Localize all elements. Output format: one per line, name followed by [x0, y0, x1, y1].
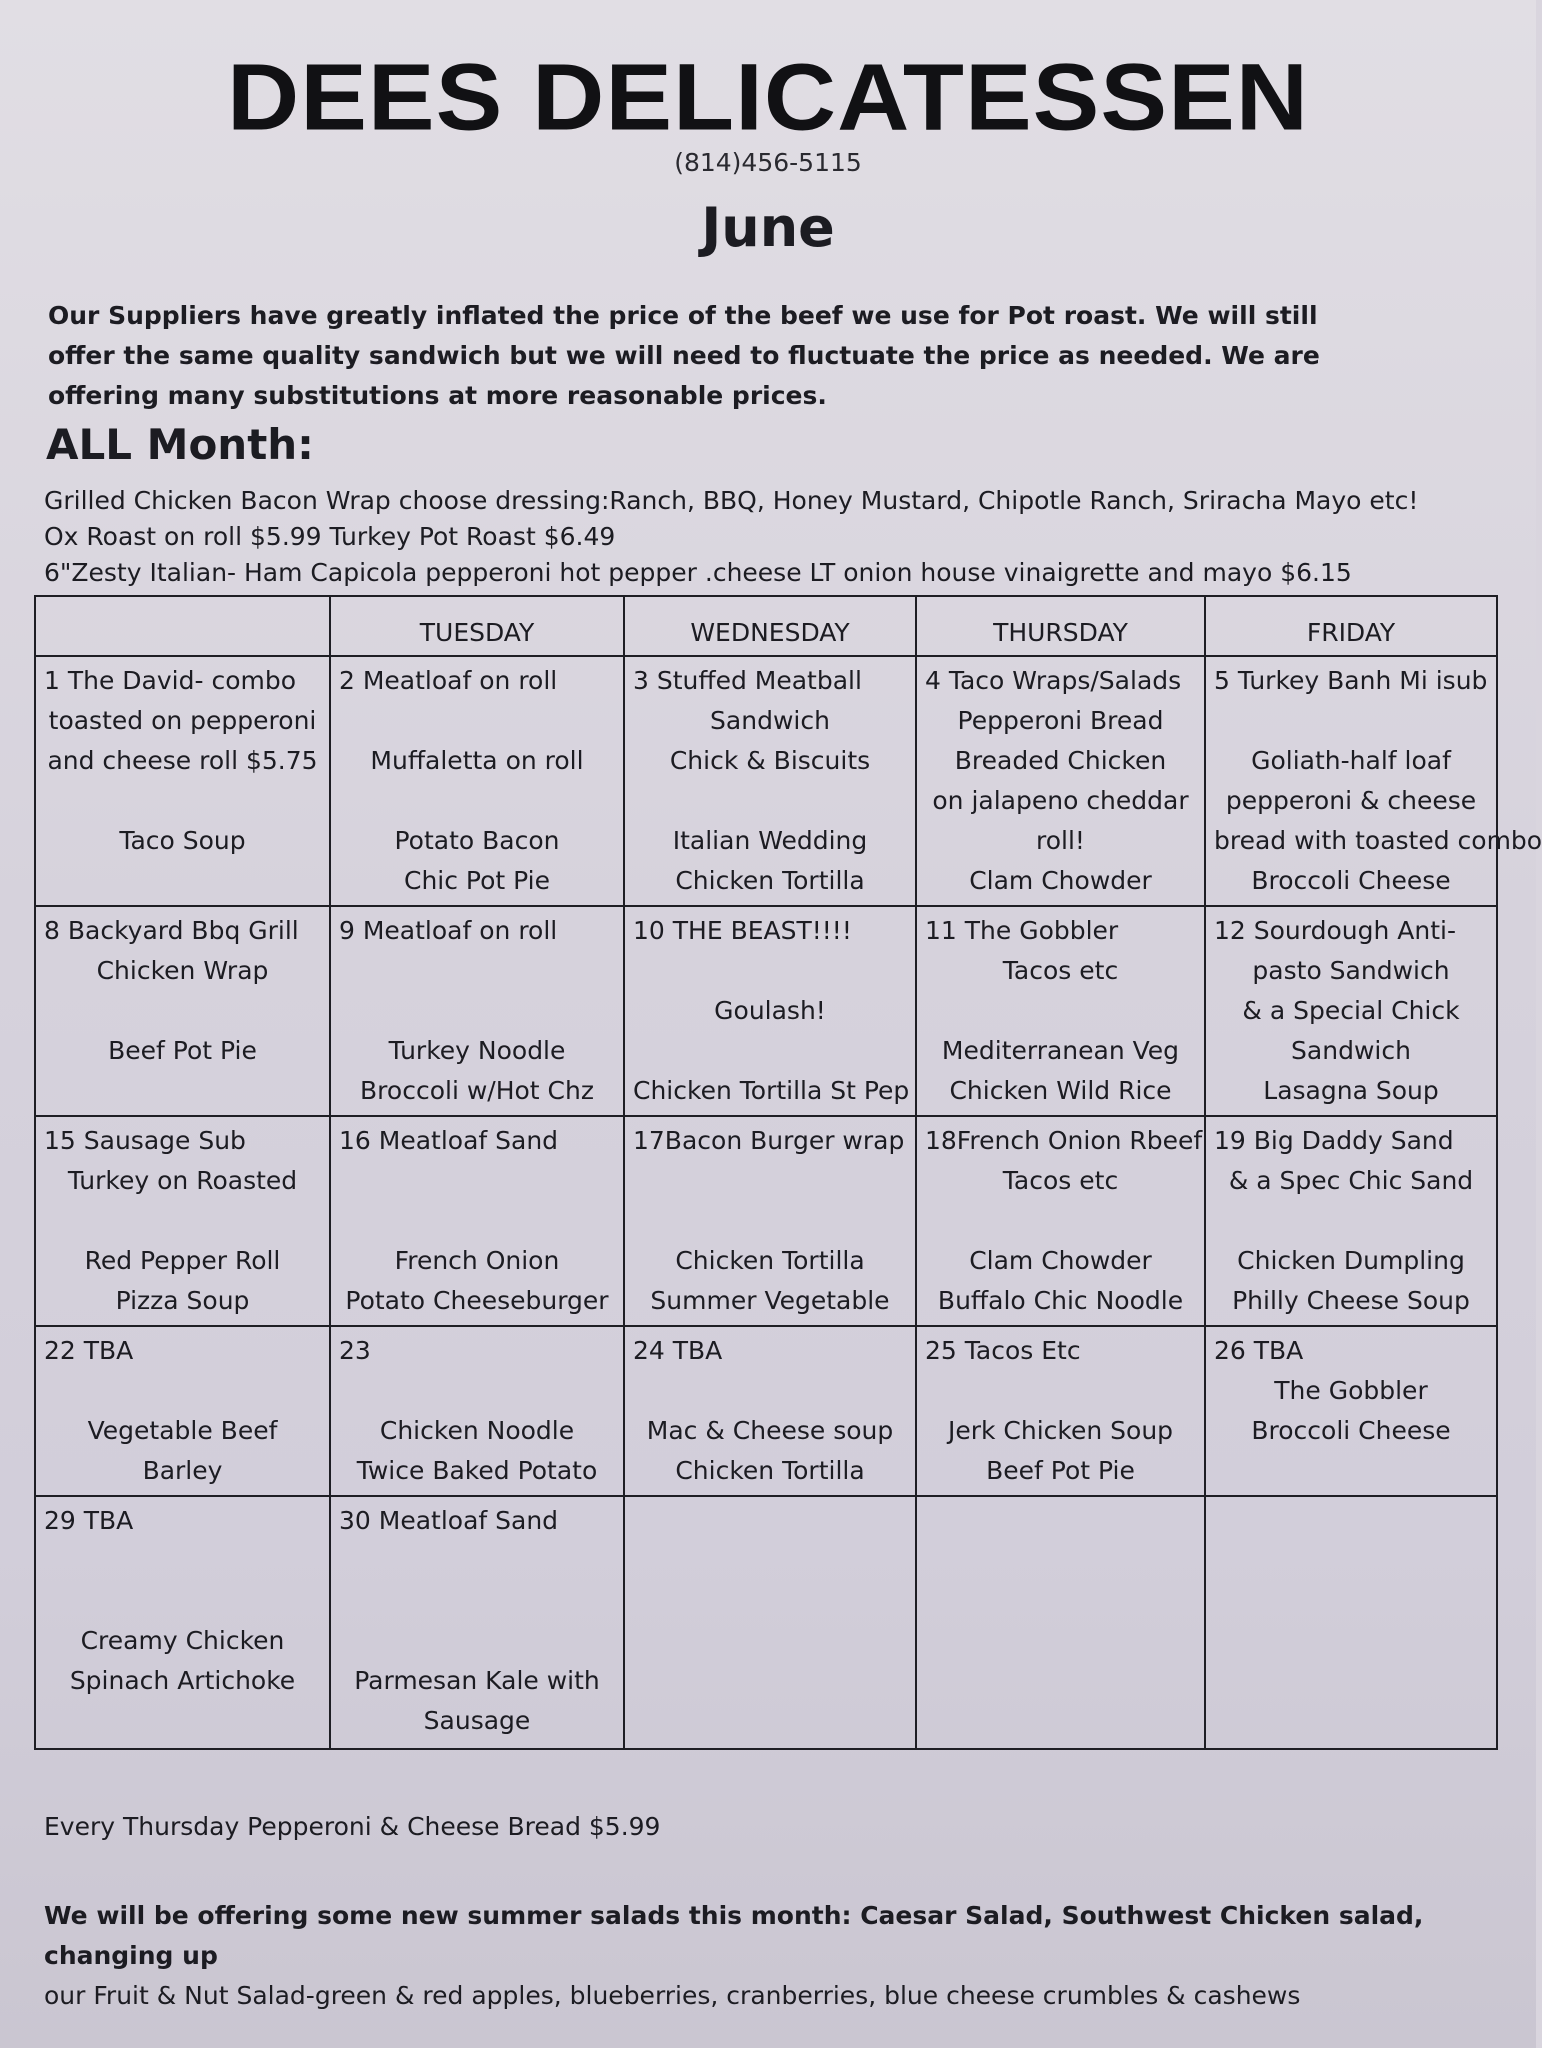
day-content [331, 1497, 623, 1748]
summer-salads-rest: our Fruit & Nut Salad-green & red apples, blueberries, cranberries, blue cheese crumbles & cashews [44, 1981, 1301, 2010]
menu-item [633, 1371, 907, 1411]
day-number-item: 19 Big Daddy Sand [1214, 1126, 1454, 1155]
menu-item: pasto Sandwich [1252, 956, 1450, 985]
menu-item [633, 1201, 907, 1241]
menu-item: on jalapeno cheddar [932, 786, 1189, 815]
menu-item: Broccoli Cheese [1251, 1416, 1451, 1445]
calendar-day-cell [916, 906, 1205, 1116]
menu-item [339, 1621, 615, 1661]
menu-item [1214, 1201, 1488, 1241]
calendar-day-cell [624, 1326, 916, 1496]
menu-item: Chicken Tortilla [675, 1246, 865, 1275]
menu-item: Italian Wedding [672, 826, 868, 855]
menu-item: Potato Cheeseburger [345, 1286, 609, 1315]
calendar-day-cell [1205, 1116, 1497, 1326]
menu-item [339, 781, 615, 821]
menu-item: & a Spec Chic Sand [1228, 1166, 1474, 1195]
all-month-heading: ALL Month: [46, 420, 314, 469]
menu-item: Chick & Biscuits [669, 746, 871, 775]
day-content [917, 1497, 1204, 1748]
day-number-item: 25 Tacos Etc [925, 1336, 1081, 1365]
menu-item [44, 1541, 321, 1581]
calendar-week-row [35, 656, 1497, 906]
day-content [917, 907, 1204, 1115]
menu-item: Tacos etc [1002, 1166, 1119, 1195]
calendar-day-cell [330, 1496, 624, 1749]
day-number-item: 23 [339, 1336, 371, 1365]
menu-item: Barley [142, 1456, 223, 1485]
menu-item: Red Pepper Roll [84, 1246, 281, 1275]
day-content [917, 657, 1204, 905]
menu-item: toasted on pepperoni [48, 706, 317, 735]
calendar-day-cell [916, 1496, 1205, 1749]
menu-item: Broccoli w/Hot Chz [360, 1076, 594, 1105]
menu-item: Clam Chowder [969, 866, 1152, 895]
day-content [625, 907, 915, 1115]
menu-item [339, 991, 615, 1031]
menu-item: Chicken Noodle [379, 1416, 575, 1445]
page-title: DEES DELICATESSEN [227, 43, 1309, 151]
calendar-day-cell [35, 1116, 330, 1326]
day-content [331, 657, 623, 905]
menu-item: Chicken Tortilla [675, 1456, 865, 1485]
menu-item [339, 1161, 615, 1201]
menu-item: Breaded Chicken [954, 746, 1167, 775]
calendar-day-cell [1205, 906, 1497, 1116]
calendar-day-cell [624, 656, 916, 906]
day-number-item: 18French Onion Rbeef [925, 1126, 1203, 1155]
day-number-item: 17Bacon Burger wrap [633, 1126, 905, 1155]
menu-item: Chicken Tortilla [675, 866, 865, 895]
menu-item [633, 951, 907, 991]
calendar-day-cell [1205, 656, 1542, 906]
menu-item: Philly Cheese Soup [1232, 1286, 1470, 1315]
menu-item: & a Special Chick [1242, 996, 1460, 1025]
day-content [36, 1117, 329, 1325]
calendar-day-cell [330, 1326, 624, 1496]
calendar-day-cell [35, 656, 330, 906]
day-content [625, 657, 915, 905]
day-content [1206, 657, 1542, 905]
day-number-item: 9 Meatloaf on roll [339, 916, 558, 945]
day-content [36, 657, 329, 905]
menu-item: Turkey on Roasted [67, 1166, 298, 1195]
day-number-item: 8 Backyard Bbq Grill [44, 916, 299, 945]
calendar-day-cell [35, 1496, 330, 1749]
day-number-item: 24 TBA [633, 1336, 723, 1365]
calendar-day-cell [624, 1116, 916, 1326]
menu-item: Potato Bacon [394, 826, 560, 855]
day-content [36, 1497, 329, 1748]
month-heading: June [701, 196, 835, 259]
day-content [917, 1327, 1204, 1495]
header-thursday: THURSDAY [916, 596, 1205, 656]
day-number-item: 4 Taco Wraps/Salads [925, 666, 1182, 695]
menu-item: roll! [1036, 826, 1085, 855]
menu-item: Chic Pot Pie [403, 866, 551, 895]
day-content [36, 907, 329, 1115]
menu-item [339, 701, 615, 741]
menu-item: Parmesan Kale with [354, 1666, 600, 1695]
menu-item: Sandwich [1291, 1036, 1411, 1065]
menu-calendar [34, 595, 1542, 1750]
calendar-week-row [35, 1496, 1497, 1749]
calendar-day-cell [1205, 1326, 1497, 1496]
day-number-item: 15 Sausage Sub [44, 1126, 246, 1155]
calendar-day-cell [1205, 1496, 1497, 1749]
calendar-week-row [35, 1116, 1497, 1326]
price-notice: Our Suppliers have greatly inflated the price of the beef we use for Pot roast. We will still offer the same quality sandwich but we will need to fluctuate the price as needed. We are offering many substitutions at more reasonable prices. [48, 301, 1320, 410]
menu-item: Mediterranean Veg [941, 1036, 1180, 1065]
summer-salads-bold: We will be offering some new summer salads this month: Caesar Salad, Southwest Chicken salad, changing up [44, 1901, 1424, 1970]
phone-number: (814)456-5115 [674, 148, 862, 177]
day-number-item: 11 The Gobbler [925, 916, 1119, 945]
all-month-line: Ox Roast on roll $5.99 Turkey Pot Roast $6.49 [44, 522, 616, 551]
menu-item [633, 1031, 907, 1071]
menu-item [1214, 701, 1488, 741]
day-content [331, 1327, 623, 1495]
menu-item: Chicken Dumpling [1237, 1246, 1465, 1275]
menu-item: Lasagna Soup [1263, 1076, 1439, 1105]
header-blank [35, 596, 330, 656]
header-wednesday: WEDNESDAY [624, 596, 916, 656]
menu-item [44, 1371, 321, 1411]
day-content [36, 1327, 329, 1495]
menu-item [925, 991, 1196, 1031]
summer-salads-note [44, 1896, 1504, 2016]
menu-item: Chicken Wrap [96, 956, 269, 985]
menu-item: Buffalo Chic Noodle [937, 1286, 1184, 1315]
day-content [1206, 1497, 1496, 1748]
menu-item: Broccoli Cheese [1251, 866, 1451, 895]
menu-item: Muffaletta on roll [370, 746, 584, 775]
calendar-day-cell [35, 906, 330, 1116]
menu-item: Pizza Soup [115, 1286, 250, 1315]
menu-item [633, 781, 907, 821]
menu-item: pepperoni & cheese [1225, 786, 1477, 815]
calendar-day-cell [624, 1496, 916, 1749]
menu-item: Clam Chowder [969, 1246, 1152, 1275]
menu-item [44, 1201, 321, 1241]
menu-item [339, 1371, 615, 1411]
menu-item: Chicken Tortilla St Pep [633, 1076, 910, 1105]
calendar-day-cell [330, 1116, 624, 1326]
calendar-day-cell [330, 656, 624, 906]
menu-item: Sandwich [710, 706, 830, 735]
menu-item: Beef Pot Pie [108, 1036, 257, 1065]
menu-item: Mac & Cheese soup [646, 1416, 894, 1445]
menu-item [925, 1201, 1196, 1241]
menu-item: Sausage [423, 1706, 531, 1735]
day-number-item: 16 Meatloaf Sand [339, 1126, 559, 1155]
menu-item [633, 1161, 907, 1201]
day-number-item: 30 Meatloaf Sand [339, 1506, 559, 1535]
header-friday: FRIDAY [1205, 596, 1497, 656]
calendar-day-cell [330, 906, 624, 1116]
menu-item: Tacos etc [1002, 956, 1119, 985]
menu-item [44, 781, 321, 821]
menu-item [339, 1541, 615, 1581]
menu-item: Pepperoni Bread [957, 706, 1164, 735]
day-content [917, 1117, 1204, 1325]
day-content [1206, 907, 1496, 1115]
day-number-item: 26 TBA [1214, 1336, 1304, 1365]
day-number-item: 22 TBA [44, 1336, 134, 1365]
menu-item [44, 1581, 321, 1621]
day-content [331, 907, 623, 1115]
day-content [625, 1497, 915, 1748]
day-number-item: 10 THE BEAST!!!! [633, 916, 852, 945]
calendar-day-cell [35, 1326, 330, 1496]
header-tuesday: TUESDAY [330, 596, 624, 656]
calendar-day-cell [916, 656, 1205, 906]
calendar-day-cell [916, 1326, 1205, 1496]
menu-item [339, 1201, 615, 1241]
day-content [331, 1117, 623, 1325]
menu-item: Goliath-half loaf [1251, 746, 1451, 775]
menu-item: Summer Vegetable [650, 1286, 890, 1315]
day-number-item: 1 The David- combo [44, 666, 297, 695]
day-number-item: 12 Sourdough Anti- [1214, 916, 1456, 945]
day-content [1206, 1117, 1496, 1325]
calendar-week-row [35, 1326, 1497, 1496]
menu-item: Spinach Artichoke [69, 1666, 296, 1695]
menu-item: bread with toasted combo [1214, 826, 1542, 855]
menu-item: Creamy Chicken [80, 1626, 285, 1655]
menu-item [44, 991, 321, 1031]
day-number-item: 3 Stuffed Meatball [633, 666, 862, 695]
menu-item [925, 1371, 1196, 1411]
calendar-header-row [35, 596, 1497, 656]
menu-item: Twice Baked Potato [356, 1456, 598, 1485]
menu-item: Goulash! [714, 996, 826, 1025]
menu-item: Jerk Chicken Soup [947, 1416, 1174, 1445]
menu-item: The Gobbler [1274, 1376, 1428, 1405]
menu-item: Vegetable Beef [87, 1416, 278, 1445]
day-number-item: 2 Meatloaf on roll [339, 666, 558, 695]
menu-item: and cheese roll $5.75 [47, 746, 318, 775]
menu-item: Taco Soup [119, 826, 246, 855]
day-number-item: 29 TBA [44, 1506, 134, 1535]
calendar-day-cell [624, 906, 916, 1116]
calendar-day-cell [916, 1116, 1205, 1326]
day-content [625, 1327, 915, 1495]
all-month-line: 6"Zesty Italian- Ham Capicola pepperoni hot pepper .cheese LT onion house vinaigrette and mayo $6.15 [44, 558, 1352, 587]
day-content [625, 1117, 915, 1325]
menu-item: Beef Pot Pie [986, 1456, 1135, 1485]
day-number-item: 5 Turkey Banh Mi isub [1214, 666, 1488, 695]
menu-item [339, 951, 615, 991]
thursday-special: Every Thursday Pepperoni & Cheese Bread $5.99 [44, 1812, 661, 1841]
all-month-specials [44, 483, 1484, 591]
menu-item: Chicken Wild Rice [949, 1076, 1172, 1105]
menu-item [339, 1581, 615, 1621]
menu-item: Turkey Noodle [388, 1036, 566, 1065]
calendar-week-row [35, 906, 1497, 1116]
menu-item: French Onion [394, 1246, 560, 1275]
day-content [1206, 1327, 1496, 1495]
all-month-line: Grilled Chicken Bacon Wrap choose dressing:Ranch, BBQ, Honey Mustard, Chipotle Ranch, Sriracha Mayo etc! [44, 486, 1419, 515]
